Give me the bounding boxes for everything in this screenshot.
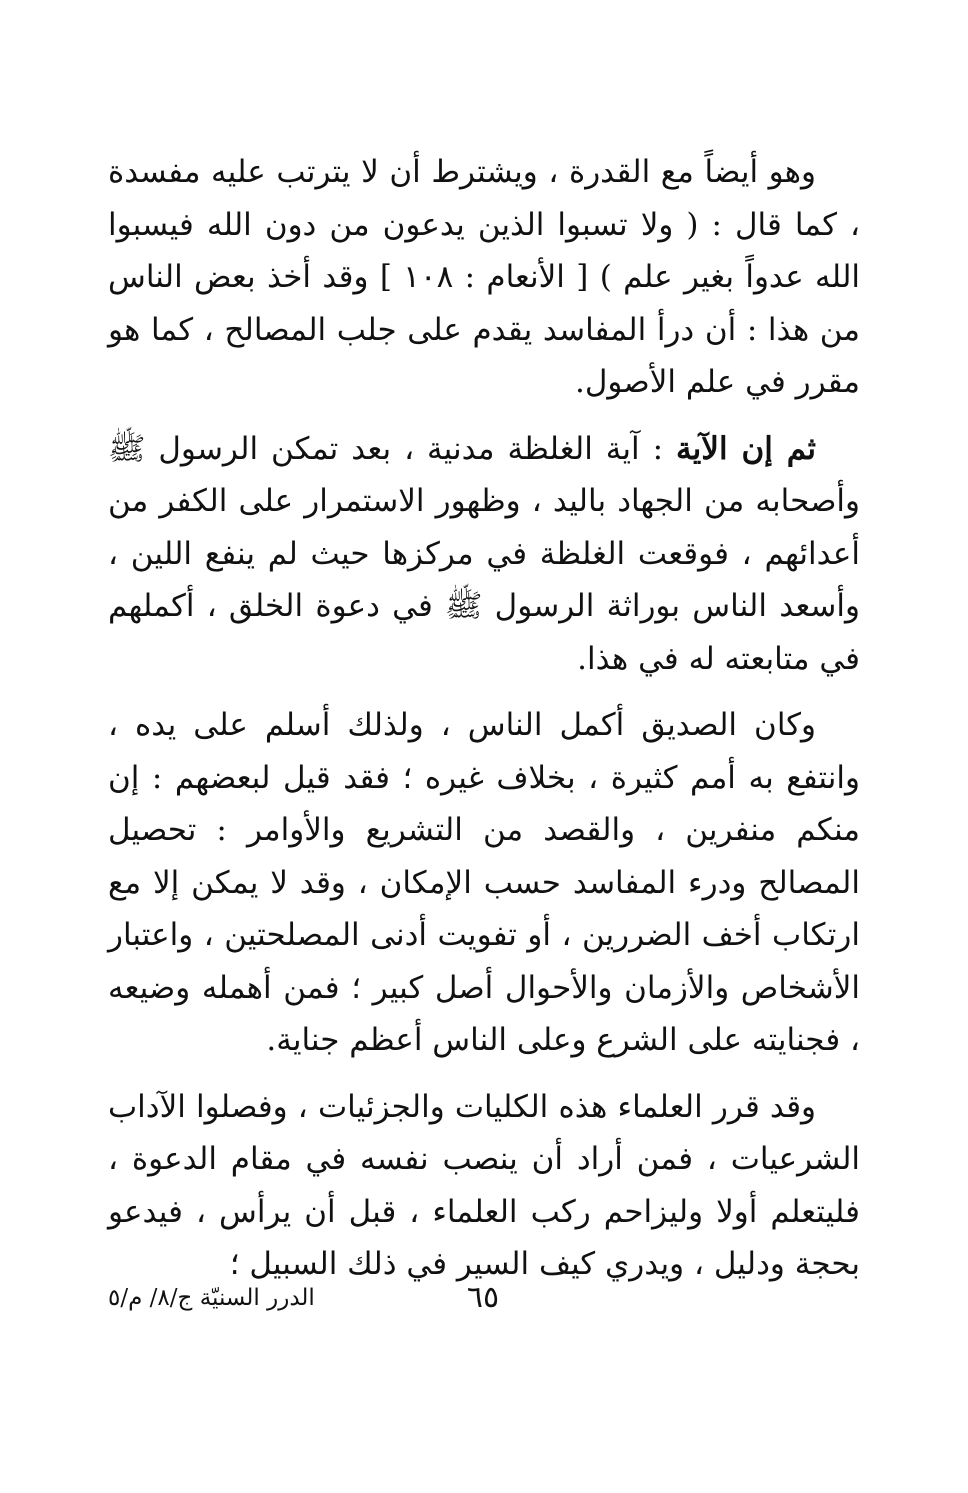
paragraph-2 xyxy=(108,423,860,686)
paragraph-2-text: : آية الغلظة مدنية ، بعد تمكن الرسول ﷺ وأصحابه من الجهاد باليد ، وظهور الاستمرار على الكفر من أعدائهم ، فوقعت الغلظة في مركزها حيث لم ينفع اللين ، وأسعد الناس بوراثة الرسول ﷺ في دعوة الخلق ، أكملهم في متابعته له في هذا. xyxy=(108,430,860,677)
paragraph-3-text: وكان الصديق أكمل الناس ، ولذلك أسلم على يده ، وانتفع به أمم كثيرة ، بخلاف غيره ؛ فقد قيل لبعضهم : إن منكم منفرين ، والقصد من التشريع والأوامر : تحصيل المصالح ودرء المفاسد حسب الإمكان ، وقد لا يمكن إلا مع ارتكاب أخف الضررين ، أو تفويت أدنى المصلحتين ، واعتبار الأشخاص والأزمان والأحوال أصل كبير ؛ فمن أهمله وضيعه ، فجنايته على الشرع وعلى الناس أعظم جناية. xyxy=(108,707,860,1058)
paragraph-4 xyxy=(108,1081,860,1291)
body-text xyxy=(108,146,860,1291)
source-reference: الدرر السنيّة ج/٨/ م/٥ xyxy=(108,1285,315,1311)
paragraph-1 xyxy=(108,146,860,409)
paragraph-4-text: وقد قرر العلماء هذه الكليات والجزئيات ، وفصلوا الآداب الشرعيات ، فمن أراد أن ينصب نفسه في مقام الدعوة ، فليتعلم أولا وليزاحم ركب العلماء ، قبل أن يرأس ، فيدعو بحجة ودليل ، ويدري كيف السير في ذلك السبيل ؛ xyxy=(108,1088,860,1282)
paragraph-2-lead: ثم إن الآية xyxy=(676,430,816,467)
page-number: ٦٥ xyxy=(466,1280,500,1315)
paragraph-3 xyxy=(108,699,860,1067)
paragraph-1-text: وهو أيضاً مع القدرة ، ويشترط أن لا يترتب عليه مفسدة ، كما قال : ( ولا تسبوا الذين يدعون من دون الله فيسبوا الله عدواً بغير علم ) [ الأنعام : ١٠٨ ] وقد أخذ بعض الناس من هذا : أن درأ المفاسد يقدم على جلب المصالح ، كما هو مقرر في علم الأصول. xyxy=(108,154,860,400)
page-footer xyxy=(108,1278,860,1318)
